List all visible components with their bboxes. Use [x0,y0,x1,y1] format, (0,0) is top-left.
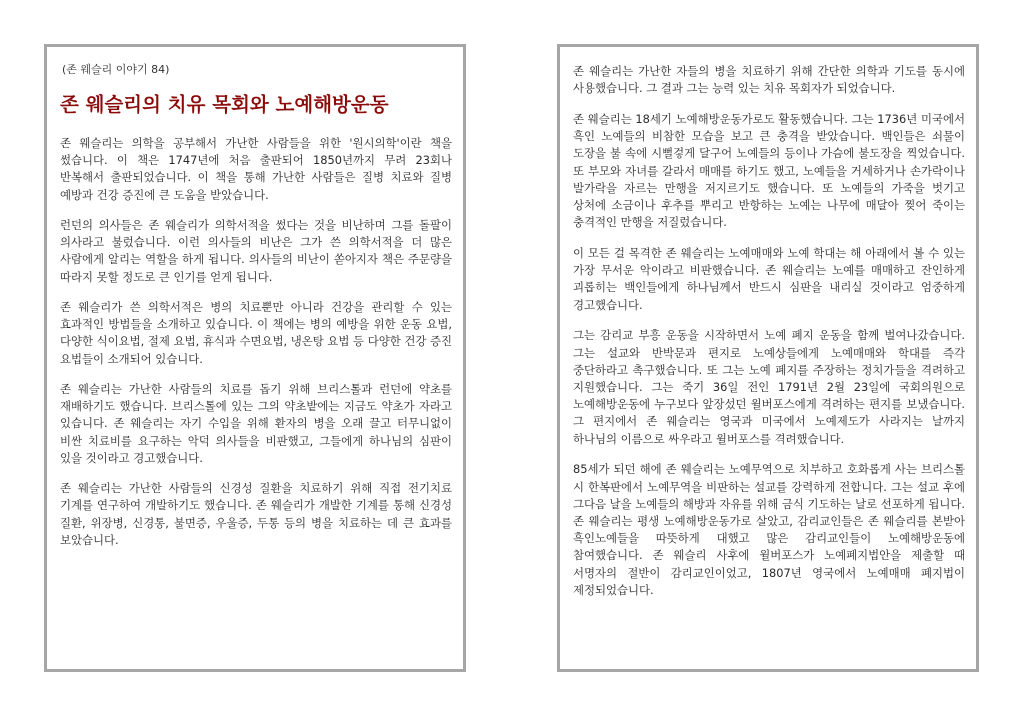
paragraph-left-3: 존 웨슬리가 쓴 의학서적은 병의 치료뿐만 아니라 건강을 관리할 수 있는 효과적인 방법들을 소개하고 있습니다. 이 책에는 병의 예방을 위한 운동 요법, 다양한 식이요법, 절제 요법, 휴식과 수면요법, 냉온탕 요법 등 다양한 건강 증진 요법들이 소개되어 있습니다. [60,300,452,366]
paragraph-left-2: 런던의 의사들은 존 웨슬리가 의학서적을 썼다는 것을 비난하며 그를 돌팔이 의사라고 불렀습니다. 이런 의사들의 비난은 그가 쓴 의학서적을 더 많은 사람에게 알리는 역할을 하게 됩니다. 의사들의 비난이 쏟아지자 책은 주문량을 따라지 못할 정도로 큰 인기를 얻게 됩니다. [60,218,452,284]
paragraph-right-4: 그는 감리교 부흥 운동을 시작하면서 노예 폐지 운동을 함께 벌여나갔습니다. 그는 설교와 반박문과 편지로 노예상들에게 노예매매와 학대를 즉각 중단하라고 촉구했습니다. 또 그는 노예 폐지를 주장하는 정치가들을 격려하고 지원했습니다. 그는 죽기 36일 전인 1791년 2월 23일에 국회의원으로 노예해방운동에 누구보다 앞장섰던 윌버포스에게 격려하는 편지를 보냈습니다. 그 편지에서 존 웨슬리는 영국과 미국에서 노예제도가 사라지는 날까지 하나님의 이름으로 싸우라고 윌버포스를 격려했습니다. [573,328,965,446]
paragraph-left-5: 존 웨슬리는 가난한 사람들의 신경성 질환을 치료하기 위해 직접 전기치료 기계를 연구하여 개발하기도 했습니다. 존 웨슬리가 개발한 기계를 통해 신경성 질환, 위장병, 신경통, 불면증, 우울증, 두통 등의 병을 치료하는 데 큰 효과를 보았습니다. [60,481,452,547]
paragraph-right-5: 85세가 되던 해에 존 웨슬리는 노예무역으로 치부하고 호화롭게 사는 브리스톨 시 한복판에서 노예무역을 비판하는 설교를 강력하게 전합니다. 그는 설교 후에 그다음 날을 노예들의 해방과 자유를 위해 금식 기도하는 날로 선포하게 됩니다. 존 웨슬리는 평생 노예해방운동가로 살았고, 감리교인들은 존 웨슬리를 본받아 흑인노예들을 따뜻하게 대했고 많은 감리교인들이 노예해방운동에 참여했습니다. 존 웨슬리 사후에 윌버포스가 노예폐지법안을 제출할 때 서명자의 절반이 감리교인이었고, 1807년 영국에서 노예매매 폐지법이 제정되었습니다. [573,462,965,597]
series-label: (존 웨슬리 이야기 84) [62,63,170,76]
paragraph-right-3: 이 모든 걸 목격한 존 웨슬리는 노예매매와 노예 학대는 해 아래에서 볼 수 있는 가장 무서운 악이라고 비판했습니다. 존 웨슬리는 노예를 매매하고 잔인하게 괴롭히는 백인들에게 하나님께서 반드시 심판을 내리실 것이라고 엄중하게 경고했습니다. [573,246,965,312]
paragraph-right-1: 존 웨슬리는 가난한 자들의 병을 치료하기 위해 간단한 의학과 기도를 동시에 사용했습니다. 그 결과 그는 능력 있는 치유 목회자가 되었습니다. [573,64,965,96]
left-page-content [60,63,452,562]
right-page-content [573,63,965,613]
page-title: 존 웨슬리의 치유 목회와 노예해방운동 [60,93,389,116]
paragraph-left-4: 존 웨슬리는 가난한 사람들의 치료를 돕기 위해 브리스톨과 런던에 약초를 재배하기도 했습니다. 브리스톨에 있는 그의 약초밭에는 지금도 약초가 자라고 있습니다. 존 웨슬리는 자기 수입을 위해 환자의 병을 오래 끌고 터무니없이 비싼 치료비를 요구하는 악덕 의사들을 비판했고, 그들에게 하나님의 심판이 있을 것이라고 경고했습니다. [60,382,452,465]
left-page [44,44,466,672]
paragraph-left-1: 존 웨슬리는 의학을 공부해서 가난한 사람들을 위한 '원시의학'이란 책을 썼습니다. 이 책은 1747년에 처음 출판되어 1850년까지 무려 23회나 반복해서 출판되었습니다. 이 책을 통해 가난한 사람들은 질병 치료와 질병 예방과 건강 증진에 큰 도움을 받았습니다. [60,136,452,202]
paragraph-right-2: 존 웨슬리는 18세기 노예해방운동가로도 활동했습니다. 그는 1736년 미국에서 흑인 노예들의 비참한 모습을 보고 큰 충격을 받았습니다. 백인들은 쇠물이 도장을 불 속에 시뻘겋게 달구어 노예들의 등이나 가슴에 불도장을 찍었습니다. 또 부모와 자녀를 갈라서 매매를 하기도 했고, 노예들을 거세하거나 손가락이나 발가락을 자르는 만행을 저지르기도 했습니다. 또 노예들의 가죽을 벗기고 상처에 소금이나 후추를 뿌리고 반항하는 노예는 나무에 매달아 찢어 죽이는 충격적인 만행을 저질렀습니다. [573,112,965,230]
right-page [557,44,979,672]
